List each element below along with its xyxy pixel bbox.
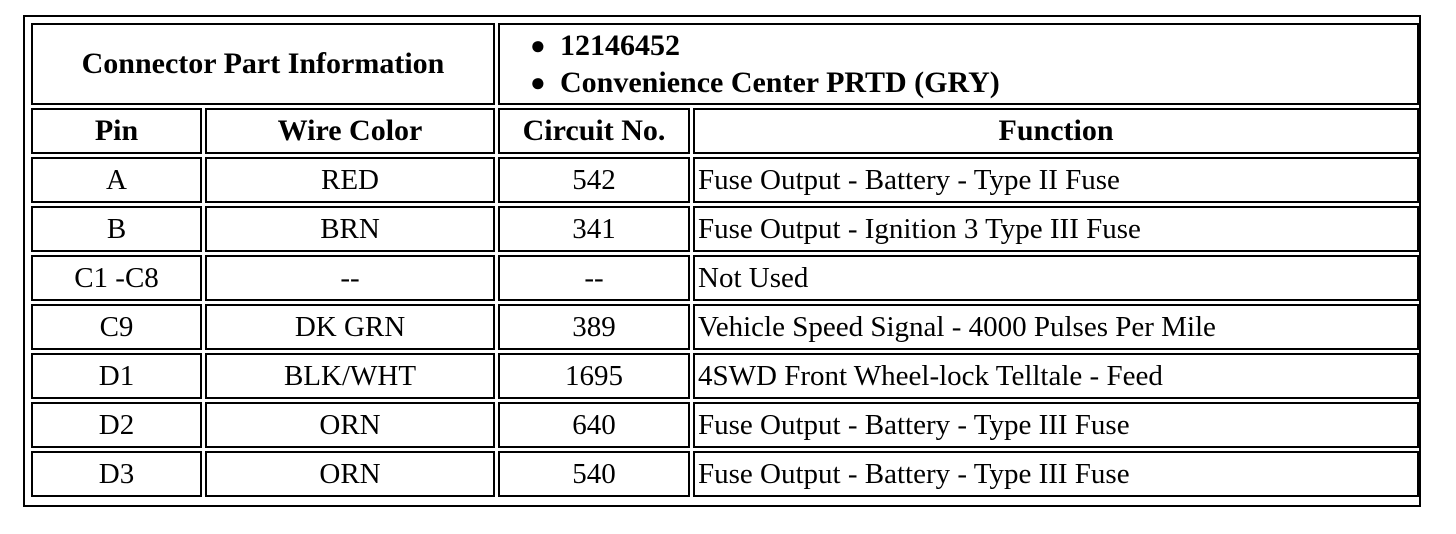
table-row [31,304,1419,350]
function-cell: Fuse Output - Battery - Type III Fuse [693,451,1419,497]
circuit-cell: 542 [498,157,690,203]
connector-table-frame [23,15,1421,507]
connector-table [28,20,1422,500]
header-function: Function [693,108,1419,154]
table-row [31,206,1419,252]
pin-cell: B [31,206,202,252]
table-row [31,451,1419,497]
pin-cell: C1 -C8 [31,255,202,301]
pin-cell: D1 [31,353,202,399]
wire-color-cell: RED [205,157,495,203]
table-row [31,157,1419,203]
connector-part-item [530,64,1417,101]
circuit-cell: 1695 [498,353,690,399]
circuit-cell: 341 [498,206,690,252]
function-cell: Fuse Output - Ignition 3 Type III Fuse [693,206,1419,252]
connector-part-number: 12146452 [560,29,681,62]
connector-info-label: Connector Part Information [31,23,495,105]
column-header-row [31,108,1419,154]
connector-part-description: Convenience Center PRTD (GRY) [560,66,1000,99]
function-cell: Fuse Output - Battery - Type III Fuse [693,402,1419,448]
bullet-icon: ● [530,68,546,97]
table-row [31,402,1419,448]
wire-color-cell: -- [205,255,495,301]
function-cell: Fuse Output - Battery - Type II Fuse [693,157,1419,203]
pin-cell: A [31,157,202,203]
connector-parts-list [530,27,1417,101]
wire-color-cell: BLK/WHT [205,353,495,399]
function-cell: 4SWD Front Wheel-lock Telltale - Feed [693,353,1419,399]
pin-cell: D2 [31,402,202,448]
connector-parts-cell [498,23,1419,105]
circuit-cell: 640 [498,402,690,448]
pin-cell: C9 [31,304,202,350]
function-cell: Not Used [693,255,1419,301]
header-pin: Pin [31,108,202,154]
header-wire-color: Wire Color [205,108,495,154]
bullet-icon: ● [530,31,546,60]
wire-color-cell: ORN [205,402,495,448]
function-cell: Vehicle Speed Signal - 4000 Pulses Per Mile [693,304,1419,350]
table-row [31,255,1419,301]
connector-part-item [530,27,1417,64]
header-circuit-no: Circuit No. [498,108,690,154]
pin-cell: D3 [31,451,202,497]
circuit-cell: -- [498,255,690,301]
circuit-cell: 389 [498,304,690,350]
connector-info-row [31,23,1419,105]
wire-color-cell: DK GRN [205,304,495,350]
table-row [31,353,1419,399]
circuit-cell: 540 [498,451,690,497]
wire-color-cell: ORN [205,451,495,497]
wire-color-cell: BRN [205,206,495,252]
